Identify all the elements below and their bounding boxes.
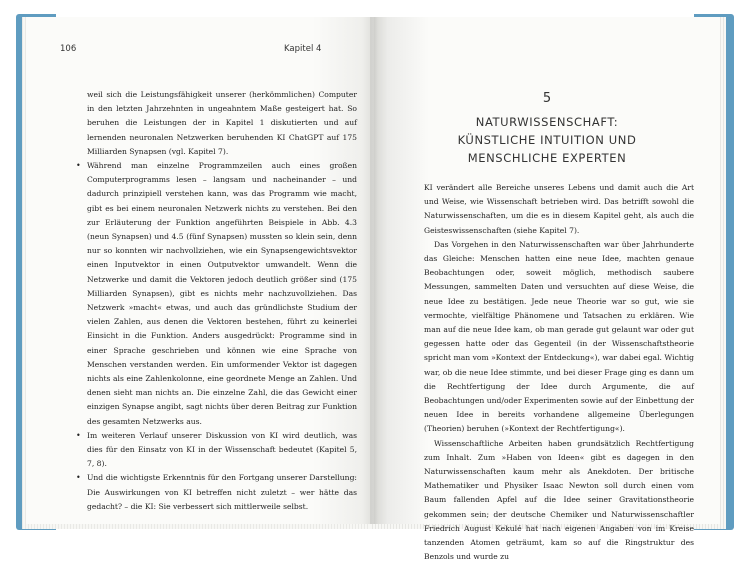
right-page xyxy=(374,17,720,562)
list-item-text: Im weiteren Verlauf unserer Diskussion von KI wird deutlich, was dies für den Einsatz von KI in der Wissenschaft bedeutet (Kapitel 5, 7, 8). xyxy=(87,430,357,469)
right-page-body xyxy=(424,181,694,564)
page-number: 106 xyxy=(60,44,77,54)
list-item xyxy=(76,159,357,429)
bullet-icon: • xyxy=(76,430,81,440)
chapter-title-line: NATURWISSENSCHAFT: xyxy=(475,115,619,129)
paragraph: Wissenschaftliche Arbeiten haben grundsätzlich Rechtfertigung zum Inhalt. Zum »Haben von Ideen« gibt es dagegen in den Naturwissenschaften kaum mehr als Anekdoten. Der britische Mathematiker und Physiker Isaac Newton soll durch einen vom Baum fallenden Apfel auf die Idee seiner Gravitationstheorie gekommen sein; der deutsche Chemiker und Naturwissenschaftler Friedrich August Kekulé hat nach eigenen Angaben von im Kreise tanzenden Atomen geträumt, kam so auf die Ringstruktur des Benzols und wurde zu xyxy=(424,438,694,562)
paragraph: weil sich die Leistungsfähigkeit unserer (herkömmlichen) Computer in den letzten Jahrzehnten in ungeahntem Maße gesteigert hat. So beruhen die Leistungen der in Kapitel 1 diskutierten und auf lernenden neuronalen Netzwerken beruhenden KI ChatGPT auf 175 Milliarden Synapsen (vgl. Kapitel 7). xyxy=(87,90,357,156)
bullet-icon: • xyxy=(76,473,81,483)
paragraph: Das Vorgehen in den Naturwissenschaften war über Jahrhunderte das Gleiche: Menschen hatten eine neue Idee, machten genaue Beobachtungen oder, soweit möglich, methodisch saubere Messungen, sammelten Daten und versuchten auf diese Weise, die neue Idee zu bestätigen. Jede neue Theorie war so gut, wie sie vermochte, vielfältige Phänomene und Tatsachen zu erklären. Wie man auf die neue Idee kam, ob man gerade gut gelaunt war oder gut gegessen hatte oder das Gegenteil (in der Wissenschaftstheorie spricht man vom »Kontext der Entdeckung«), war dabei egal. Wichtig war, ob die neue Idee stimmte, und bei dieser Frage ging es dann um die Rechtfertigung der Idee durch Argumente, die auf Beobachtungen und/oder Experimenten sowie auf der Einbettung der neuen Idee in bereits vorhandene allgemeine Überlegungen (Theorien) beruhen (»Kontext der Rechtfertigung«). xyxy=(424,239,694,434)
list-item xyxy=(76,471,357,514)
spine-shadow xyxy=(370,17,378,524)
paragraph: KI verändert alle Bereiche unseres Lebens und damit auch die Art und Weise, wie Wissenschaft betrieben wird. Das betrifft sowohl die Naturwissenschaften, um die es in diesem Kapitel geht, als auch die Geisteswissenschaften (siehe Kapitel 7). xyxy=(424,183,694,235)
bullet-icon: • xyxy=(76,161,81,171)
chapter-number: 5 xyxy=(542,91,552,106)
chapter-title xyxy=(374,113,720,167)
left-page xyxy=(26,17,376,524)
chapter-title-line: MENSCHLICHE EXPERTEN xyxy=(467,151,627,165)
list-item-text: Während man einzelne Programmzeilen auch eines großen Computerprogramms lesen – langsam und nacheinander – und dadurch prinzipiell verstehen kann, was das Programm wie macht, gibt es bei einem neuronalen Netzwerk nichts zu verstehen. Bei den zur Erläuterung der Funktion angeführten Beispiele in Abb. 4.3 (neun Synapsen) und 4.5 (fünf Synapsen) mussten so klein sein, denn nur so konnten wir nachvollziehen, wie ein Synapsengewichtsvektor einen Inputvektor in einen Outputvektor umwandelt. Wenn die Netzwerke und damit die Vektoren jedoch deutlich größer sind (175 Milliarden Synapsen), gibt es nichts mehr nachzuvollziehen. Das Netzwerk »macht« etwas, und auch das gründlichste Studium der vielen Zahlen, aus denen die Vektoren bestehen, führt zu keinerlei Einsicht in die Funktion. Anders ausgedrückt: Programme sind in einer Sprache geschrieben und können wie eine Sprache von Menschen verstanden werden. Ein umformender Vektor ist dagegen nichts als eine Zahlenkolonne, eine geordnete Menge an Zahlen. Und denen sieht man nichts an. Die einzelne Zahl, die das Gewicht einer einzigen Synapse angibt, sagt nichts über deren Beitrag zur Funktion des gesamten Netzwerks aus. xyxy=(87,161,357,426)
chapter-title-line: KÜNSTLICHE INTUITION UND xyxy=(457,133,637,147)
running-head: Kapitel 4 xyxy=(284,44,322,54)
list-item xyxy=(76,429,357,472)
list-item-text: Und die wichtigste Erkenntnis für den Fortgang unserer Darstellung: Die Auswirkungen von KI betreffen nicht zuletzt – wer hätte das gedacht? – die KI: Sie verbessert sich mittlerweile selbst. xyxy=(87,473,357,511)
left-page-body xyxy=(76,88,357,514)
bullet-list xyxy=(76,159,357,514)
